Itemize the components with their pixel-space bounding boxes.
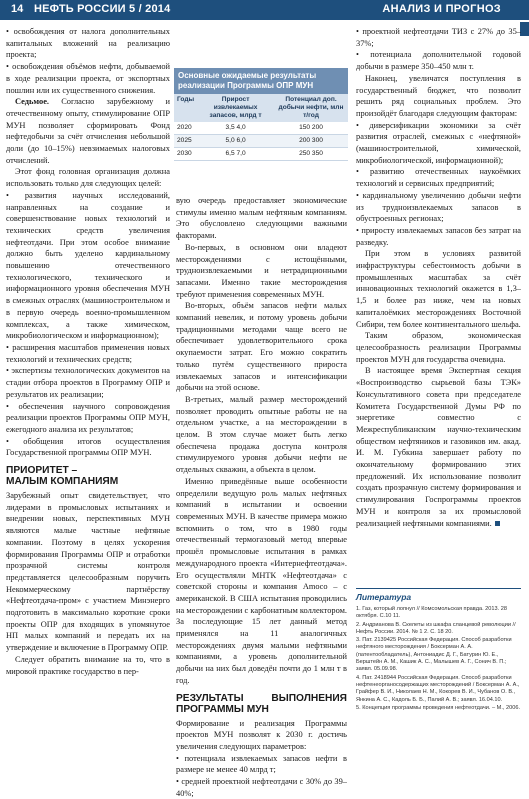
bullet-paragraph: • экспертизы технологических документов на стадии отбора проектов в Программу ОПР и результатов их реализации; [6,366,170,399]
bullet-paragraph: • освобождения объёмов нефти, добываемой в ходе реализации проекта, от экспортных пошлин или их существенного снижения. [6,62,170,95]
column-2 [176,195,347,799]
table-cell: 2025 [174,135,197,148]
body-paragraph: Зарубежный опыт свидетельствует, что лидерами в промысловых испытаниях и внедрении новых, перспективных МУН являются малые частные нефтяные компании. Поэтому в целях ускорения формирования Программы ОПР и отработки прозрачной системы контроля представляется целесообразным поручить Некоммерческому партнёрству «Нефтеотдача-пром» с участием Минэнерго подготовить в максимально короткие сроки проекты ОПР для входящих в упомянутое НП малых компаний и передать их на утверждение и включение в Программу ОПР. [6,491,170,653]
bullet-paragraph: • средней проектной нефтеотдачи с 30% до 39–40%; [176,777,347,798]
col-header: Прирост извлекаемых запасов, млрд т [197,94,274,122]
col-header: Потенциал доп. добычи нефти, млн т/год [274,94,348,122]
table-cell: 200 300 [274,135,348,148]
reference-item: 5. Концепция программы проведения нефтеотдачи. – М., 2006. [356,704,521,711]
col-header: Годы [174,94,197,122]
section-title: АНАЛИЗ И ПРОГНОЗ [382,3,501,15]
body-paragraph: Именно приведённые выше особенности определили ведущую роль малых нефтяных компаний в испытании и освоении современных МУН. В качестве примера можно вспомнить о том, что в 1980 годы отечественный термогазовый метод впервые прошёл промысловые испытания в рамках международного проекта «Интернефтеотдача». Его осуществляли МНТК «Нефтеотдача» с советской стороны и компания Amoco – с американской. В США испытания проводились на месторождении с карбонатным коллектором. За последующие 15 лет данный метод применялся на 11 аналогичных месторождениях двумя малыми нефтяными компаниями, а уровень дополнительной добычи на них был доведён почти до 1 млн т в год. [176,476,347,685]
reference-item: 4. Пат. 2418944 Российская Федерация. Способ разработки нефтенеорганосодержащих месторождений / Боксерман А. А., Грайфер В. И., Николаев Н. М., Кокорев В. И., Чубанов О. В., Янкина А. С., Кадоль Б. Б., Палий А. В.; заявл. 16.04.10. [356,674,520,703]
bullet-paragraph: • развития научных исследований, направленных на создание и совершенствование новых технологий и технических средств увеличения нефтеотдачи. При этом особое внимание должно быть уделено кардинальному повышению отечественного технологического, технического и информационного уровня обеспечения МУН в смежных отраслях (машиностроительном и в первую очередь военно-промышленном комплексах, а также химическом, микробиологическом и информационном); [6,190,170,341]
body-paragraph: Таким образом, экономическая целесообразность реализации Программы проектов МУН для государства очевидна. [356,331,521,364]
reference-item: 2. Андрианова В. Скелеты из шкафа сланцевой революции // Нефть России. 2014. № 1 2. С. 18 20. [356,621,516,635]
table-title: Основные ожидаемые результаты реализации Программы ОПР МУН [174,68,348,94]
body-paragraph: В-третьих, малый размер месторождений позволяет проводить опытные работы не на отдельном участке, а на месторождении в целом. В этом случае может быть легко обеспечена продажа доступа контроля стимулируемого уровня добычи нефти не отдельных скважин, а объекта в целом. [176,394,347,475]
paragraph-text: В настоящее время Экспертная секция «Воспроизводство сырьевой базы ТЭК» Консультативного совета при председателе Комитета Государственной Думы РФ по энергетике совместно с Межреспубликанским научно-техническим обществом нефтяников и газовиков им. акад. И. М. Губкина завершает работу по окончательному формированию этих предложений. Их использование позволит создать прозрачную систему формирования и стимулирования Госпрограммы проектов МУН и контроля за их промысловой реализацией нефтяными компаниями. [356,366,521,528]
page-number: 14 [11,3,24,15]
body-paragraph: Наконец, увеличатся поступления в государственный бюджет, что позволит решить ряд социальных проблем. Это произойдёт благодаря следующим факторам: [356,73,521,118]
table-cell: 5,0 6,0 [197,135,274,148]
table-header-row [174,94,348,122]
body-paragraph: При этом в условиях развитой инфраструктуры себестоимость добычи в промышленных масштабах за счёт инновационных технологий окажется в 1,3–1,5 и более раз ниже, чем на новых капиталоёмких месторождениях Восточной Сибири, тем более континентального шельфа. [356,249,521,329]
body-paragraph: Во-первых, в основном они владеют месторождениями с истощёнными, трудноизвлекаемыми и нетрадиционными запасами. Именно такие месторождения требуют применения современных МУН. [176,242,347,299]
table-cell: 6,5 7,0 [197,148,274,161]
references [356,588,521,713]
end-of-article-icon [495,521,500,526]
bullet-paragraph: • расширения масштабов применения новых технологий и технических средств; [6,342,170,364]
table-row [174,122,348,135]
journal-title: НЕФТЬ РОССИИ 5 / 2014 [34,3,171,15]
bullet-paragraph: • диверсификации экономики за счёт развития отраслей, смежных с «нефтяной» (машиностроительной, химической, микробиологической, информационной); [356,120,521,165]
column-3 [356,26,521,529]
results-table [174,68,348,161]
table-row [174,148,348,161]
table-cell: 2030 [174,148,197,161]
body-paragraph: вую очередь предоставляет экономические стимулы именно малым нефтяным компаниям. Это обусловлено следующими важными факторами. [176,196,347,241]
section-heading: РЕЗУЛЬТАТЫ ВЫПОЛНЕНИЯ ПРОГРАММЫ МУН [176,692,347,715]
reference-item: 3. Пат. 2139425 Российская Федерация. Способ разработки нефтяного месторождения / Боксерман А. А. (патентообладатель), Антониадис Д. Г., Батурин Ю. Е., Берштейн А. М., Кашик А. С., Малышев А. Г., Сонич В. П.; заявл. 05.09.98. [356,637,512,673]
body-paragraph: Следует обратить внимание на то, что в мировой практике государство в пер- [6,654,170,676]
body-paragraph [6,96,170,166]
table-row [174,135,348,148]
bullet-paragraph: • приросту извлекаемых запасов без затрат на разведку. [356,225,521,247]
section-tab [520,22,529,36]
table-cell: 3,5 4,0 [197,122,274,135]
paragraph-text: Согласно зарубежному и отечественному опыту, стимулирование ОПР МУН позволяет сформировать Фонд нефтедобычи за счёт отчисления небольшой доли (до 10–15%) невзимаемых налоговых отчислений. [6,97,170,165]
table-cell: 2020 [174,122,197,135]
bullet-paragraph: • развитию отечественных наукоёмких технологий и сервисных предприятий; [356,167,521,189]
reference-item: 1. Газ, который лопнул // Комсомольская правда. 2013. 28 октября. С.10 11. [356,606,507,620]
bullet-paragraph: • освобождения от налога дополнительных капитальных вложений на реализацию проекта; [6,27,170,60]
references-list [356,606,521,712]
table-cell: 250 350 [274,148,348,161]
body-paragraph: Формирование и реализация Программы проектов МУН позволят к 2030 г. достичь увеличения следующих параметров: [176,718,347,751]
bullet-paragraph: • потенциала дополнительной годовой добычи в размере 350–450 млн т. [356,50,521,72]
bullet-paragraph: • потенциала извлекаемых запасов нефти в размере не менее 40 млрд т; [176,753,347,775]
page-header [0,0,529,20]
bullet-paragraph: • обеспечения научного сопровождения реализации проектов Программы ОПР МУН, ежегодного анализа их результатов; [6,401,170,434]
bullet-paragraph: • обобщения итогов осуществления Государственной программы ОПР МУН. [6,436,170,458]
references-title: Литература [356,588,521,602]
body-paragraph: Этот фонд головная организация должна использовать только для следующих целей: [6,167,170,189]
column-1 [6,26,170,677]
body-paragraph [356,365,521,529]
body-paragraph: Во-вторых, объём запасов нефти малых компаний невелик, и потому уровень добычи традиционными методами чаще всего не обеспечивает удовлетворительного срока окупаемости затрат. Его можно сократить только путём существенного прироста извлекаемых запасов и интенсификации добычи на этой основе. [176,301,347,393]
bullet-paragraph: • проектной нефтеотдачи ТИЗ с 27% до 35–37%; [356,27,521,48]
bullet-paragraph: • кардинальному увеличению добычи нефти из трудноизвлекаемых запасов в обустроенных регионах; [356,190,521,224]
table-cell: 150 200 [274,122,348,135]
section-heading: ПРИОРИТЕТ – МАЛЫМ КОМПАНИЯМ [6,465,119,488]
table-grid [174,94,348,161]
paragraph-lead: Седьмое. [15,97,50,107]
